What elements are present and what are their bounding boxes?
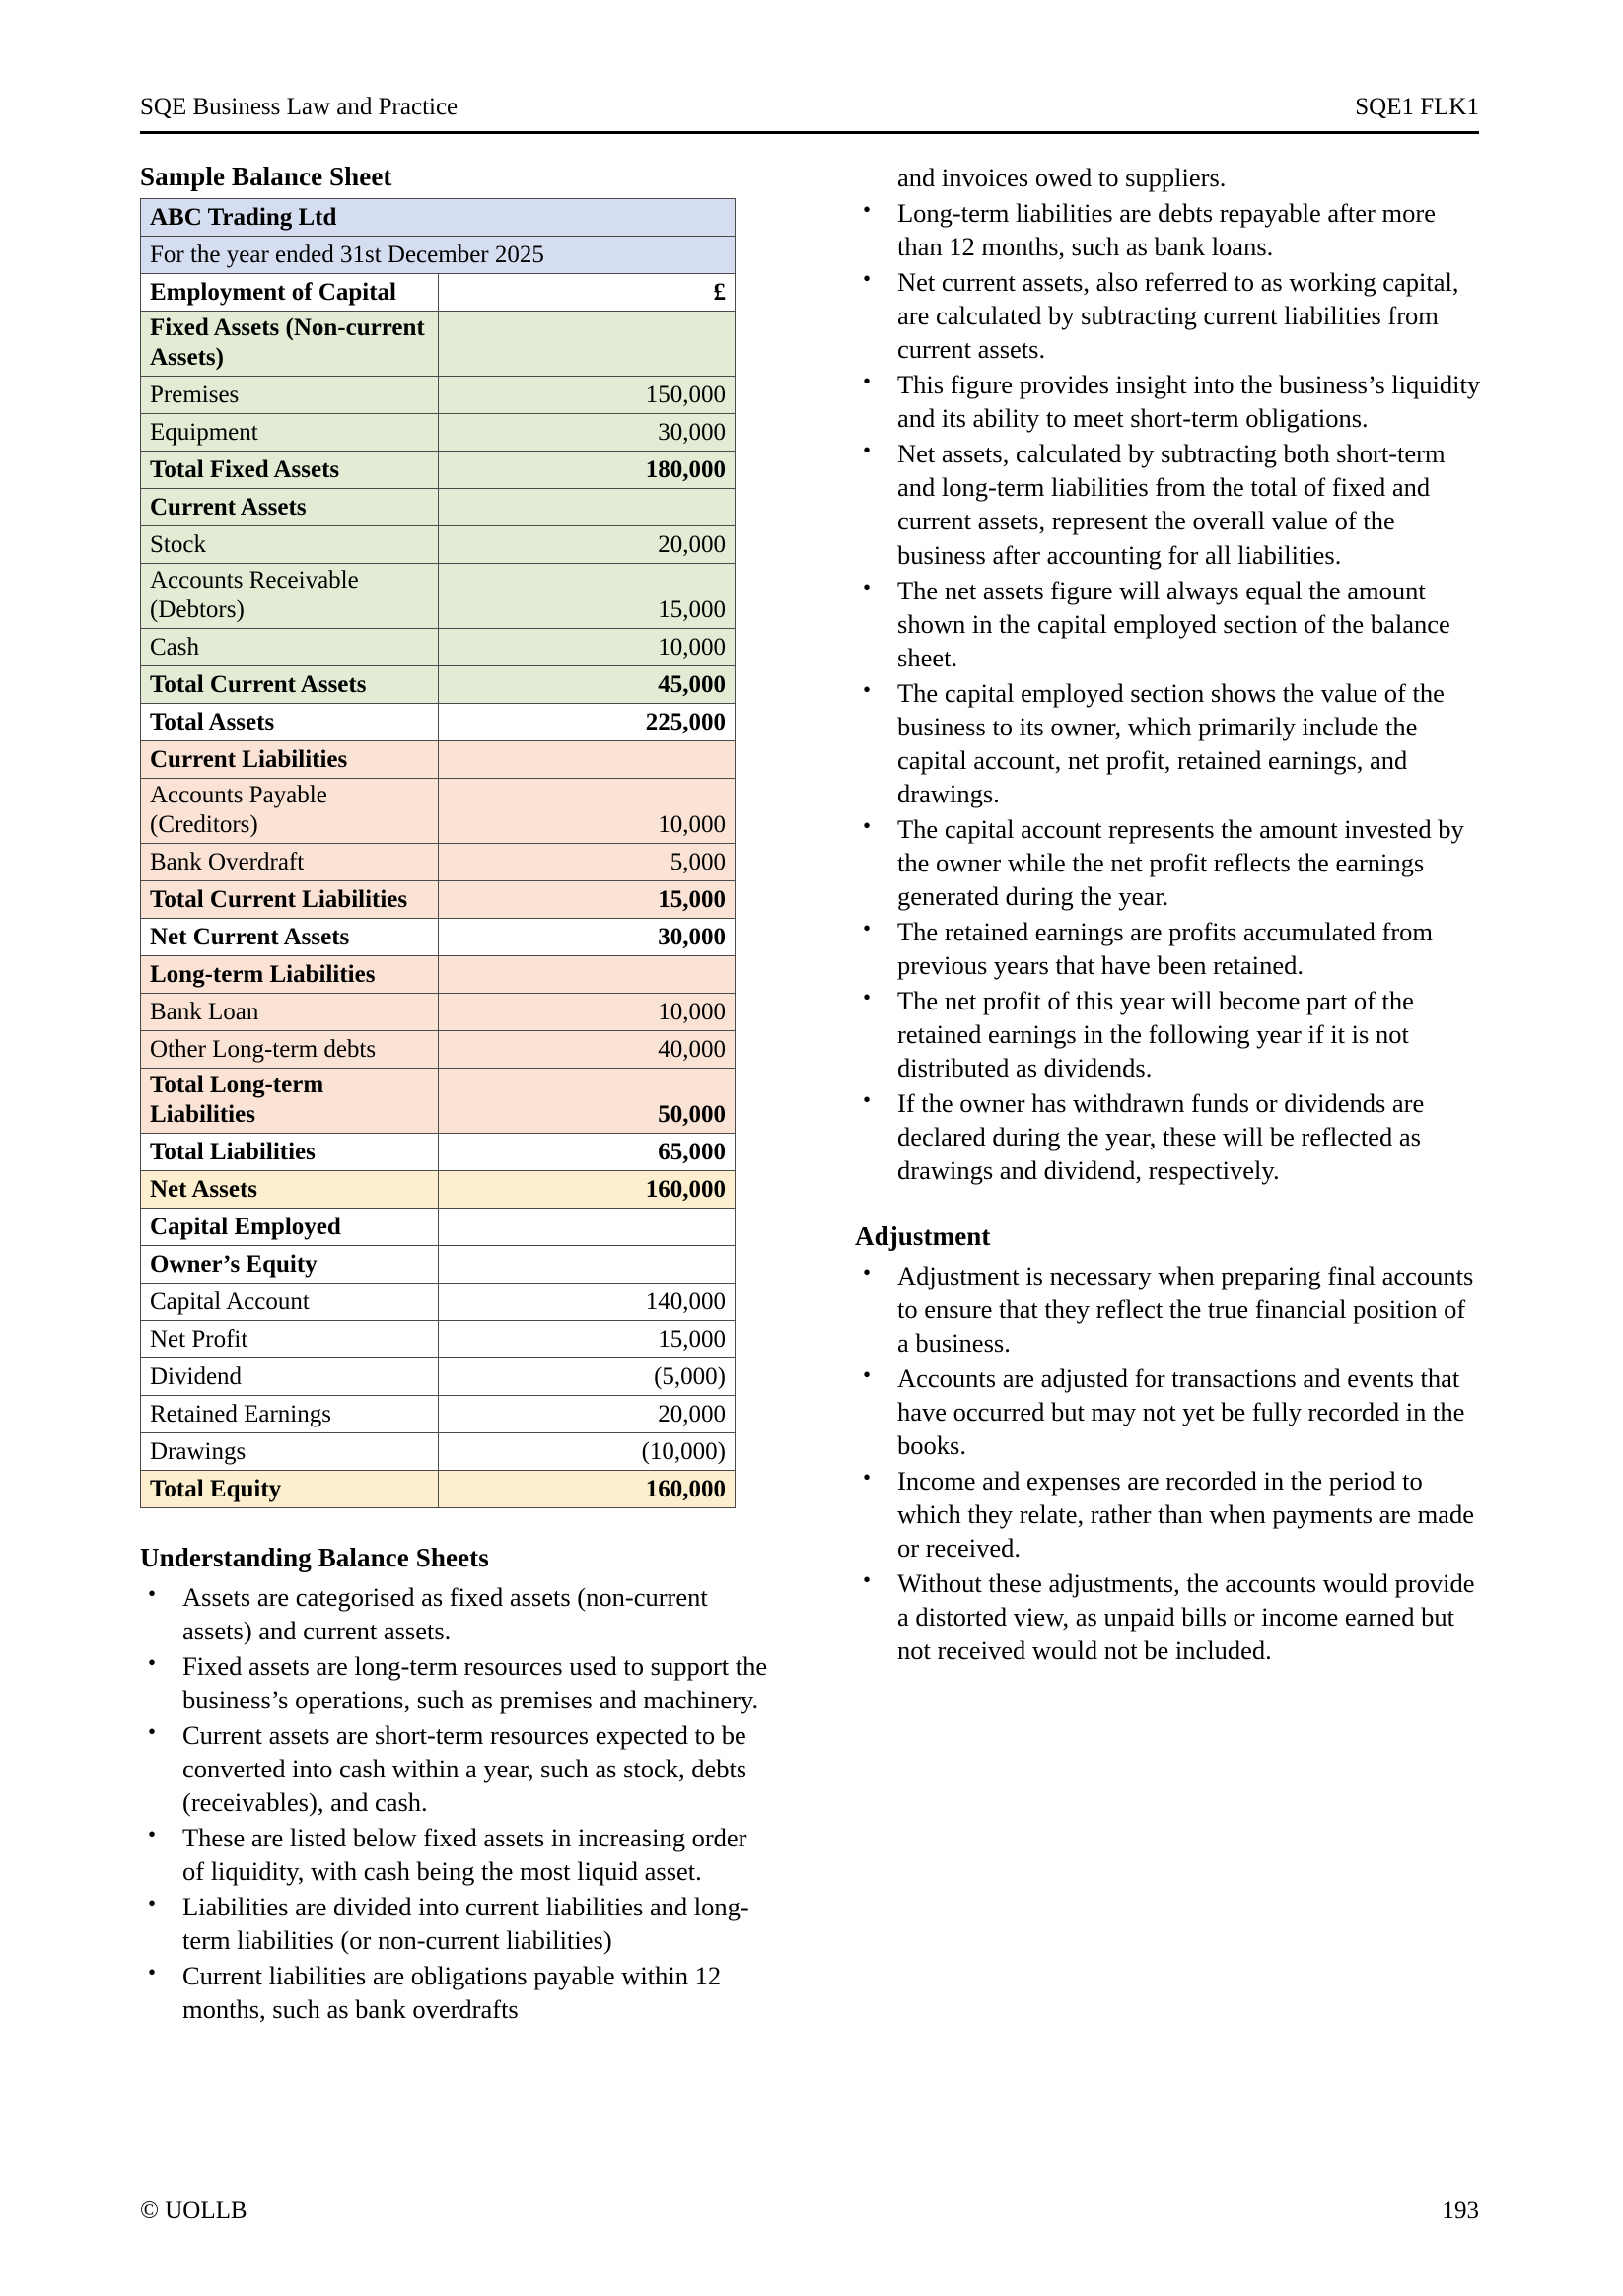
row-label: Total Equity [141,1471,439,1508]
list-item: • The capital account represents the amount invested by the owner while the net profit reflects the earnings generated during the year. [855,812,1483,913]
list-item: • If the owner has withdrawn funds or dividends are declared during the year, these will be reflected as drawings and dividend, respectively. [855,1086,1483,1187]
right-column [855,161,1483,2028]
row-label: Total Current Liabilities [141,881,439,919]
table-row [141,844,736,881]
row-value [438,741,736,779]
table-row-employment-of-capital [141,274,736,312]
row-value: 20,000 [438,526,736,564]
row-label: Net Assets [141,1171,439,1209]
row-label: Stock [141,526,439,564]
table-row [141,1134,736,1171]
list-item: • The net profit of this year will become part of the retained earnings in the following year if it is not distributed as dividends. [855,984,1483,1084]
row-value: 50,000 [438,1069,736,1134]
list-item: • The capital employed section shows the value of the business to its owner, which primarily include the capital account, net profit, retained earnings, and drawings. [855,676,1483,810]
adjustment-title: Adjustment [855,1221,991,1252]
row-label: Fixed Assets (Non-current Assets) [141,312,439,377]
row-value: 10,000 [438,629,736,666]
row-value [438,489,736,526]
table-row [141,1396,736,1433]
table-row [141,564,736,629]
row-value: 140,000 [438,1284,736,1321]
table-row [141,1284,736,1321]
row-value: 30,000 [438,919,736,956]
sample-balance-sheet-title: Sample Balance Sheet [140,162,392,191]
table-row [141,779,736,844]
row-value: (10,000) [438,1433,736,1471]
table-row [141,1069,736,1134]
understanding-bullet-list [140,1580,768,2027]
row-label: Total Liabilities [141,1134,439,1171]
left-column [140,161,768,2028]
table-row [141,956,736,994]
period-label: For the year ended 31st December 2025 [141,237,736,274]
list-item: • Assets are categorised as fixed assets (non-current assets) and current assets. [140,1580,768,1647]
row-value: 10,000 [438,994,736,1031]
row-value: 45,000 [438,666,736,704]
table-row-net-assets [141,1171,736,1209]
list-item: • These are listed below fixed assets in increasing order of liquidity, with cash being the most liquid asset. [140,1821,768,1888]
running-head-right: SQE1 FLK1 [1355,94,1479,120]
table-row [141,919,736,956]
running-head [140,94,1479,121]
list-item: • Liabilities are divided into current liabilities and long-term liabilities (or non-current liabilities) [140,1890,768,1957]
table-row-period [141,237,736,274]
table-row [141,526,736,564]
row-label: Capital Account [141,1284,439,1321]
table-row [141,741,736,779]
row-label: Current Assets [141,489,439,526]
list-item: • Fixed assets are long-term resources used to support the business’s operations, such as premises and machinery. [140,1649,768,1716]
row-value: 15,000 [438,881,736,919]
row-value: 160,000 [438,1171,736,1209]
list-item: • Accounts are adjusted for transactions and events that have occurred but may not yet be fully recorded in the books. [855,1361,1483,1462]
list-item: • The retained earnings are profits accumulated from previous years that have been retained. [855,915,1483,982]
page-number: 193 [1442,2197,1479,2224]
row-value: 225,000 [438,704,736,741]
header-rule [140,131,1479,134]
list-item: • Current liabilities are obligations payable within 12 months, such as bank overdrafts [140,1959,768,2026]
running-head-left: SQE Business Law and Practice [140,94,459,120]
row-label: Current Liabilities [141,741,439,779]
list-item: • This figure provides insight into the business’s liquidity and its ability to meet short-term obligations. [855,368,1483,435]
list-item: • The net assets figure will always equal the amount shown in the capital employed section of the balance sheet. [855,574,1483,674]
list-item: • Net assets, calculated by subtracting both short-term and long-term liabilities from the total of fixed and current assets, represent the overall value of the business after accounting for all liabilities. [855,437,1483,571]
page-columns [140,161,1483,2028]
row-label: Drawings [141,1433,439,1471]
employment-of-capital-label: Employment of Capital [141,274,439,312]
table-row [141,1358,736,1396]
row-value: 150,000 [438,377,736,414]
row-value [438,1209,736,1246]
balance-sheet-bullet-list [855,196,1483,1187]
table-row [141,704,736,741]
row-label: Other Long-term debts [141,1031,439,1069]
row-value [438,312,736,377]
table-row [141,666,736,704]
row-label: Accounts Receivable (Debtors) [141,564,439,629]
row-label: Owner’s Equity [141,1246,439,1284]
continuation-text: and invoices owed to suppliers. [897,163,1227,192]
table-row [141,629,736,666]
table-row-company [141,199,736,237]
row-value: 10,000 [438,779,736,844]
row-label: Bank Loan [141,994,439,1031]
row-value: 20,000 [438,1396,736,1433]
table-row [141,1321,736,1358]
table-row [141,1246,736,1284]
table-row [141,452,736,489]
row-value: 15,000 [438,1321,736,1358]
row-label: Total Fixed Assets [141,452,439,489]
company-name: ABC Trading Ltd [141,199,736,237]
list-item: • Net current assets, also referred to as working capital, are calculated by subtracting current liabilities from current assets. [855,265,1483,366]
list-item: • Adjustment is necessary when preparing final accounts to ensure that they reflect the true financial position of a business. [855,1259,1483,1359]
row-label: Long-term Liabilities [141,956,439,994]
row-label: Total Assets [141,704,439,741]
table-row-total-equity [141,1471,736,1508]
table-row [141,414,736,452]
row-label: Equipment [141,414,439,452]
table-row [141,1031,736,1069]
row-label: Capital Employed [141,1209,439,1246]
table-row [141,1433,736,1471]
row-label: Net Profit [141,1321,439,1358]
list-item: • Current assets are short-term resources expected to be converted into cash within a year, such as stock, debts (receivables), and cash. [140,1718,768,1819]
row-value: 65,000 [438,1134,736,1171]
row-label: Net Current Assets [141,919,439,956]
table-row [141,1209,736,1246]
row-label: Premises [141,377,439,414]
currency-symbol: £ [438,274,736,312]
row-value: 180,000 [438,452,736,489]
row-label: Total Current Assets [141,666,439,704]
table-row [141,377,736,414]
adjustment-bullet-list [855,1259,1483,1668]
list-item: • Income and expenses are recorded in the period to which they relate, rather than when payments are made or received. [855,1464,1483,1565]
row-label: Bank Overdraft [141,844,439,881]
table-row [141,994,736,1031]
row-label: Retained Earnings [141,1396,439,1433]
row-label: Total Long-term Liabilities [141,1069,439,1134]
table-row [141,489,736,526]
row-value: 40,000 [438,1031,736,1069]
copyright-notice: © UOLLB [140,2197,247,2224]
row-value [438,956,736,994]
table-row [141,881,736,919]
understanding-balance-sheets-title: Understanding Balance Sheets [140,1543,489,1573]
list-item: • Without these adjustments, the accounts would provide a distorted view, as unpaid bills or income earned but not received would not be included. [855,1566,1483,1667]
balance-sheet-table [140,198,736,1508]
row-label: Dividend [141,1358,439,1396]
table-row [141,312,736,377]
page-footer [140,2197,1479,2225]
row-value: (5,000) [438,1358,736,1396]
row-value: 160,000 [438,1471,736,1508]
row-label: Accounts Payable (Creditors) [141,779,439,844]
row-value: 5,000 [438,844,736,881]
row-value [438,1246,736,1284]
row-value: 30,000 [438,414,736,452]
row-value: 15,000 [438,564,736,629]
row-label: Cash [141,629,439,666]
list-item: • Long-term liabilities are debts repayable after more than 12 months, such as bank loans. [855,196,1483,263]
